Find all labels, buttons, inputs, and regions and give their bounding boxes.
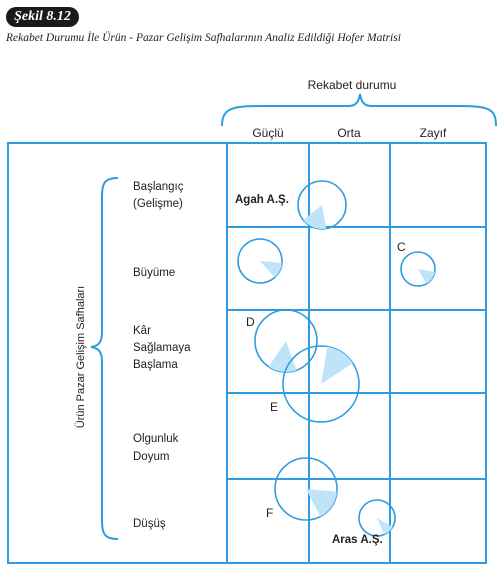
row-label-baslangic-line-2: (Gelişme) xyxy=(133,198,183,210)
bubble-label-d: D xyxy=(246,315,255,329)
bubble-label-c: C xyxy=(397,240,406,254)
bubble-share-wedge-f xyxy=(306,489,337,517)
row-label-dusus xyxy=(133,518,166,530)
row-label-olgunluk-line-2: Doyum xyxy=(133,451,170,463)
column-axis-title: Rekabet durumu xyxy=(307,78,397,92)
row-label-olgunluk xyxy=(133,433,182,463)
figure-caption: Rekabet Durumu İle Ürün - Pazar Gelişim Safhalarının Analiz Edildiği Hofer Matrisi xyxy=(6,32,401,44)
bubble-label-f: F xyxy=(266,506,274,520)
row-label-kar-line-3: Başlama xyxy=(133,359,178,371)
row-axis-title: Ürün Pazar Gelişim Safhaları xyxy=(75,285,87,429)
column-header-guclu: Güçlü xyxy=(252,126,284,140)
bubble-share-wedge-c xyxy=(418,269,435,284)
bubble-label-agah: Agah A.Ş. xyxy=(235,194,289,206)
bubble-share-wedge-e xyxy=(321,347,353,384)
column-header-orta: Orta xyxy=(337,126,361,140)
row-label-baslangic xyxy=(133,181,187,210)
row-label-kar-line-1: Kâr xyxy=(133,325,151,337)
row-label-dusus-line-1: Düşüş xyxy=(133,518,166,530)
bubble-share-wedge-agah xyxy=(303,205,326,229)
matrix-grid xyxy=(227,143,486,563)
column-axis-brace xyxy=(222,94,496,126)
row-label-buyume-line-1: Büyüme xyxy=(133,267,176,279)
row-label-kar-saglama xyxy=(133,325,194,371)
row-label-olgunluk-line-1: Olgunluk xyxy=(133,433,179,445)
column-header-zayif: Zayıf xyxy=(419,126,447,140)
bubble-label-e: E xyxy=(270,400,279,414)
bubble-share-wedge-d xyxy=(269,341,297,372)
row-label-baslangic-line-1: Başlangıç xyxy=(133,181,184,193)
row-label-kar-line-2: Sağlamaya xyxy=(133,342,191,354)
row-label-buyume xyxy=(133,267,175,279)
figure-number-badge: Şekil 8.12 xyxy=(6,7,79,27)
business-bubbles xyxy=(238,181,435,536)
row-axis-brace xyxy=(91,178,118,539)
bubble-share-wedge-unlabeled xyxy=(260,261,282,277)
bubble-label-aras: Aras A.Ş. xyxy=(332,534,383,546)
